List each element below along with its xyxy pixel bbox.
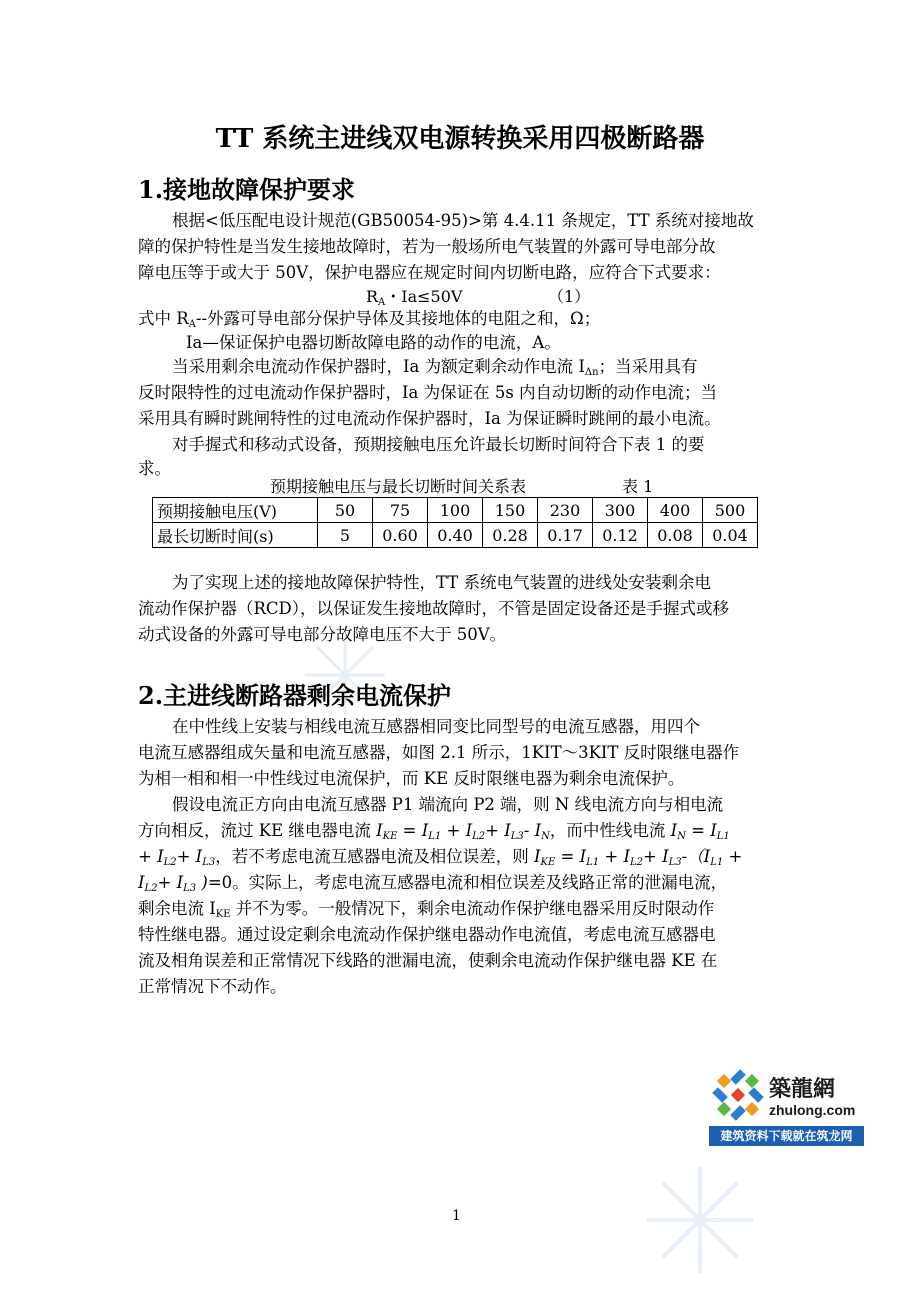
table-cell: 预期接触电压(V) (153, 498, 318, 523)
formula-1 (366, 284, 462, 308)
table-cell: 75 (373, 498, 428, 523)
contact-voltage-table (152, 497, 758, 548)
text-run: 当采用剩余电流动作保护器时，Ia 为额定剩余动作电流 I (172, 357, 585, 376)
logo-snowflake-icon (711, 1068, 765, 1122)
text-run: 剩余电流 I (138, 899, 216, 918)
table-cell: 0.12 (593, 523, 648, 548)
text-sub: KE (215, 909, 231, 920)
paragraph-line: 根据<低压配电设计规范(GB50054-95)>第 4.4.11 条规定，TT 系统对接地故 (172, 211, 754, 230)
formula-r-sub: A (378, 297, 386, 308)
formula-r: R (366, 287, 379, 306)
document-title: TT 系统主进线双电源转换采用四极断路器 (215, 124, 705, 154)
table-cell: 50 (318, 498, 373, 523)
text-run: ；当采用具有 (598, 357, 698, 376)
section-2-heading: 2.主进线断路器剩余电流保护 (138, 681, 452, 710)
zhulong-logo (709, 1066, 864, 1146)
text-sub: Δn (584, 367, 599, 378)
paragraph-line: 障电压等于或大于 50V，保护电器应在规定时间内切断电路，应符合下式要求： (138, 263, 721, 282)
table-cell: 230 (538, 498, 593, 523)
text-run: ，若不考虑电流互感器电流及相位误差，则 (215, 847, 534, 866)
paragraph-line: 特性继电器。通过设定剩余电流动作保护继电器动作电流值，考虑电流互感器电 (138, 925, 716, 944)
equation-ike-zero-cont: $I_{L2}+ I_{L3}$ ) (138, 873, 208, 894)
table-cell: 5 (318, 523, 373, 548)
text-run: =0。实际上，考虑电流互感器电流和相位误差及线路正常的泄漏电流， (207, 873, 728, 892)
table-caption: 预期接触电压与最长切断时间关系表 (270, 477, 527, 496)
definition-text: --外露可导电部分保护导体及其接地体的电阻之和，Ω； (195, 309, 601, 328)
paragraph-line: 正常情况下不动作。 (138, 977, 287, 996)
table-cell: 500 (703, 498, 758, 523)
paragraph-line: 电流互感器组成矢量和电流互感器，如图 2.1 所示，1KIT～3KIT 反时限继电器作 (138, 743, 740, 762)
table-cell: 0.08 (648, 523, 703, 548)
paragraph-line: 对手握式和移动式设备，预期接触电压允许最长切断时间符合下表 1 的要 (172, 435, 705, 454)
page-number: 1 (452, 1208, 461, 1224)
equation-ike: $I_{KE} = I_{L1} + I_{L2}+ I_{L3}-$ $I_N$ (376, 821, 550, 842)
paragraph-line: 假设电流正方向由电流互感器 P1 端流向 P2 端，则 N 线电流方向与相电流 (172, 795, 724, 814)
table-cell: 0.28 (483, 523, 538, 548)
paragraph-line: 反时限特性的过电流动作保护器时，Ia 为保证在 5s 内自动切断的动作电流；当 (138, 383, 718, 402)
equation-in: $I_N = I_{L1}$ (670, 821, 730, 842)
definition-ia: Ia—保证保护电器切断故障电路的动作的电流，A。 (186, 333, 561, 352)
text-run: 方向相反，流过 KE 继电器电流 (138, 821, 377, 840)
table-number: 表 1 (622, 477, 654, 496)
table-cell: 400 (648, 498, 703, 523)
paragraph-line: 在中性线上安装与相线电流互感器相同变比同型号的电流互感器，用四个 (172, 717, 700, 736)
formula-number: （1） (548, 287, 591, 306)
paragraph-line: 为相一相和相一中性线过电流保护，而 KE 反时限继电器为剩余电流保护。 (138, 769, 685, 788)
paragraph-line: 流及相角误差和正常情况下线路的泄漏电流，使剩余电流动作保护继电器 KE 在 (138, 951, 718, 970)
paragraph-line: 障的保护特性是当发生接地故障时，若为一般场所电气装置的外露可导电部分故 (138, 237, 716, 256)
formula-rest: ・Ia≤50V (385, 287, 463, 306)
paragraph-line: 流动作保护器（RCD），以保证发生接地故障时，不管是固定设备还是手握式或移 (138, 599, 730, 618)
table-cell: 0.17 (538, 523, 593, 548)
paragraph-line: 求。 (138, 459, 171, 478)
table-cell: 最长切断时间(s) (153, 523, 318, 548)
logo-banner: 建筑资料下载就在筑龙网 (709, 1126, 864, 1146)
logo-domain-text: zhulong.com (769, 1102, 856, 1118)
table-cell: 100 (428, 498, 483, 523)
table-row (153, 498, 758, 523)
table-cell: 300 (593, 498, 648, 523)
paragraph-line: 动式设备的外露可导电部分故障电压不大于 50V。 (138, 625, 507, 644)
text-run: 并不为零。一般情况下，剩余电流动作保护继电器采用反时限动作 (230, 899, 715, 918)
logo-chinese-text: 築龍網 (769, 1077, 836, 1102)
section-1-heading: 1.接地故障保护要求 (138, 175, 356, 204)
table-cell: 0.60 (373, 523, 428, 548)
definition-sub: A (188, 319, 196, 330)
paragraph-line: 采用具有瞬时跳闸特性的过电流动作保护器时，Ia 为保证瞬时跳闸的最小电流。 (138, 409, 721, 428)
definition-prefix: 式中 R (138, 309, 189, 328)
table-cell: 0.04 (703, 523, 758, 548)
equation-in-cont: + $I_{L2}+ I_{L3}$ (138, 847, 216, 868)
table-row (153, 523, 758, 548)
watermark-snowflake-icon (640, 1160, 760, 1280)
table-cell: 150 (483, 498, 538, 523)
equation-ike-zero: $I_{KE} = I_{L1} + I_{L2}+ I_{L3}-(I_{L1}$ + (533, 847, 743, 868)
table-cell: 0.40 (428, 523, 483, 548)
text-run: ，而中性线电流 (549, 821, 671, 840)
paragraph-line: 为了实现上述的接地故障保护特性，TT 系统电气装置的进线处安装剩余电 (172, 573, 712, 592)
